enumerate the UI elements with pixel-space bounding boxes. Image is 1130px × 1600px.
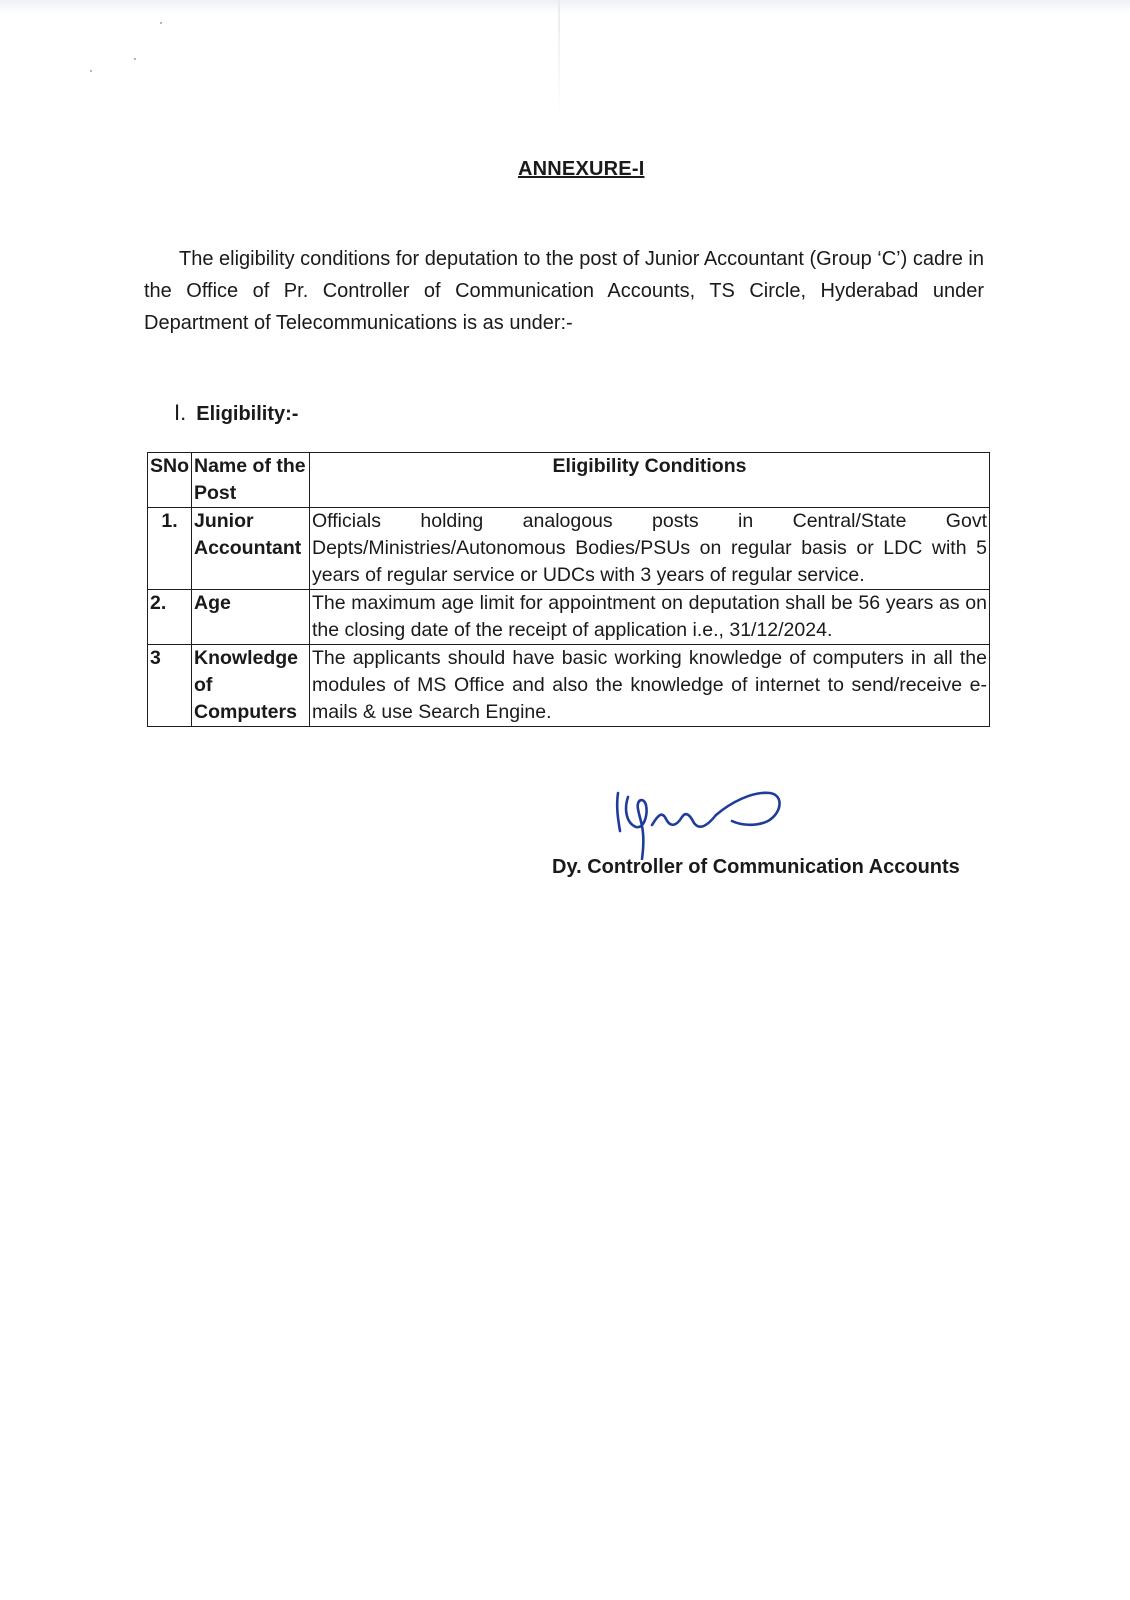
row-conditions: The applicants should have basic working knowledge of computers in all the modules of MS Office and also the knowledge of internet to send/receive e-mails & use Search Engine. bbox=[310, 645, 990, 727]
signature-stroke bbox=[716, 793, 780, 825]
header-sno: SNo bbox=[148, 453, 192, 508]
table-row bbox=[148, 645, 990, 727]
section-heading bbox=[174, 400, 298, 426]
row-conditions: Officials holding analogous posts in Central/State Govt Depts/Ministries/Autonomous Bodies/PSUs on regular basis or LDC with 5 years of regular service or UDCs with 3 years of regular service. bbox=[310, 508, 990, 590]
table-row bbox=[148, 508, 990, 590]
eligibility-table bbox=[147, 452, 990, 727]
row-sno: 3 bbox=[148, 645, 192, 727]
scan-speck bbox=[160, 22, 162, 24]
header-eligibility-conditions: Eligibility Conditions bbox=[310, 453, 990, 508]
section-numeral: I. bbox=[174, 400, 187, 425]
table-header-row bbox=[148, 453, 990, 508]
intro-paragraph: The eligibility conditions for deputation to the post of Junior Accountant (Group ‘C’) cadre in the Office of Pr. Controller of Communication Accounts, TS Circle, Hyderabad under Department of Telecommunications is as under:- bbox=[144, 248, 984, 334]
table-row bbox=[148, 590, 990, 645]
section-heading-text: Eligibility:- bbox=[196, 403, 299, 425]
signature-stroke bbox=[626, 797, 646, 859]
header-name-of-post: Name of the Post bbox=[192, 453, 310, 508]
signature-stroke bbox=[617, 793, 620, 831]
scan-edge-shadow bbox=[0, 0, 1130, 14]
handwritten-signature bbox=[612, 785, 812, 860]
signatory-designation: Dy. Controller of Communication Accounts bbox=[552, 856, 960, 878]
scan-speck bbox=[134, 58, 136, 60]
row-sno: 2. bbox=[148, 590, 192, 645]
row-sno: 1. bbox=[148, 508, 192, 590]
row-post-name: Junior Accountant bbox=[192, 508, 310, 590]
row-post-name: Knowledge of Computers bbox=[192, 645, 310, 727]
row-post-name: Age bbox=[192, 590, 310, 645]
scan-speck bbox=[90, 70, 92, 72]
page-title: ANNEXURE-I bbox=[518, 158, 645, 180]
signature-stroke bbox=[652, 814, 716, 827]
row-conditions: The maximum age limit for appointment on deputation shall be 56 years as on the closing date of the receipt of application i.e., 31/12/2024. bbox=[310, 590, 990, 645]
scan-fold-mark bbox=[558, 0, 560, 120]
